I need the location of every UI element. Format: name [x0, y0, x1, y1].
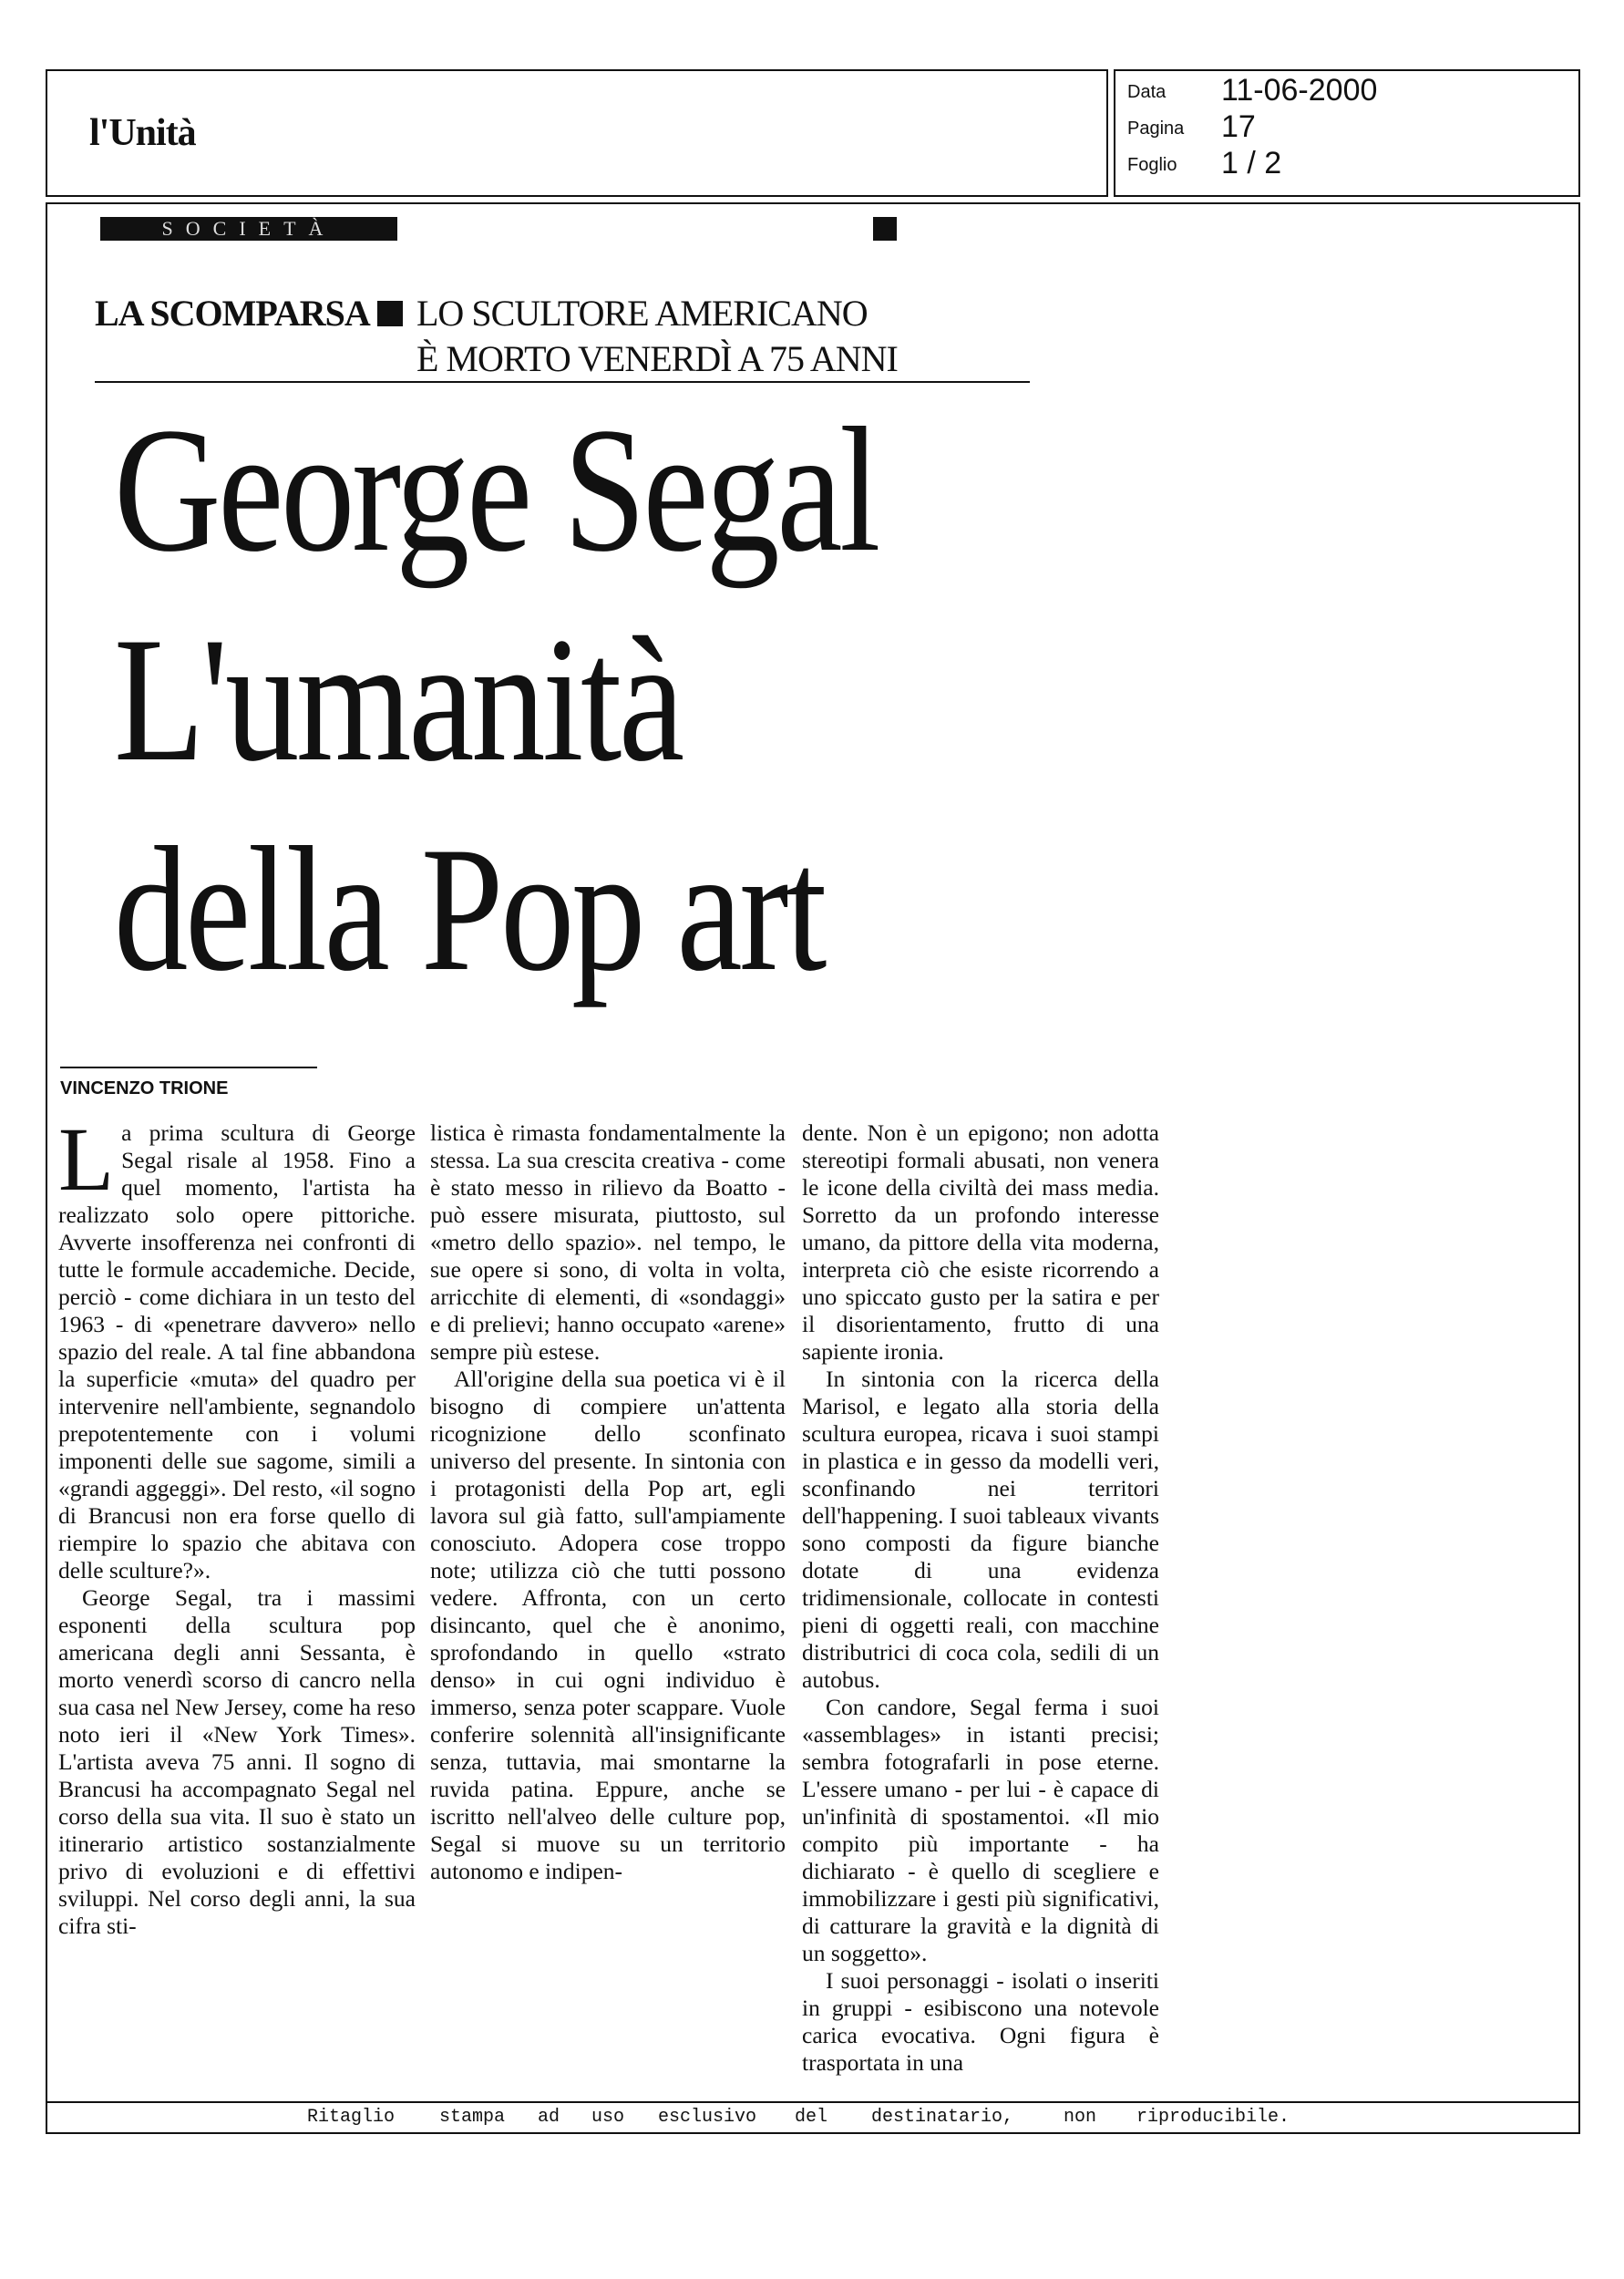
paragraph: George Segal, tra i massimi esponenti della scultura pop americana degli anni Sessanta, è morto venerdì scorso di cancro nella sua casa nel New Jersey, come ha reso noto ieri il «New York Times». L'artista aveva 75 anni. Il sogno di Brancusi ha accompagnato Segal nel corso della sua vita. Il suo è stato un itinerario artistico sostanzialmente privo di evoluzioni e di effettivi sviluppi. Nel corso degli anni, la sua cifra sti-: [58, 1584, 416, 1939]
paragraph: dente. Non è un epigono; non adotta stereotipi formali abusati, non venera le icone della civiltà dei mass media. Sorretto da un profondo interesse umano, da pittore della vita moderna, interpreta ciò che esiste ricorrendo a uno spiccato gusto per la satira e per il disorientamento, frutto di una sapiente ironia.: [802, 1119, 1159, 1365]
headline-line-2: L'umanità: [114, 601, 682, 799]
footer-word: non: [1064, 2107, 1097, 2128]
paragraph: All'origine della sua poetica vi è il bisogno di compiere un'attenta ricognizione dello sconfinato universo del presente. In sintonia con i protagonisti della Pop art, egli lavora sul già fatto, sull'ampiamente conosciuto. Adopera cose troppo note; utilizza ciò che tutti possono vedere. Affronta, con un certo disincanto, quel che è anonimo, sprofondando in quello «strato denso» in cui ogni individuo è immerso, senza poter scappare. Vuole conferire solennità all'insignificante senza, tuttavia, mai smontarne la ruvida patina. Eppure, anche se iscritto nell'alveo delle culture pop, Segal si muove su un territorio autonomo e indipen-: [430, 1366, 786, 1884]
pagina-label: Pagina: [1127, 119, 1185, 139]
foglio-value: 1 / 2: [1221, 146, 1282, 180]
pagina-value: 17: [1221, 109, 1256, 144]
data-value: 11-06-2000: [1221, 73, 1378, 108]
newspaper-logo: l'Unità: [89, 112, 196, 154]
footer-word: stampa: [439, 2107, 506, 2128]
paragraph: listica è rimasta fondamentalmente la stessa. La sua crescita creativa - come è stato messo in rilievo da Boatto - può essere misurata, piuttosto, sul «metro dello spazio». nel tempo, le sue opere si sono, di volta in volta, arricchite di elementi, di «sondaggi» e di prelievi; hanno occupato «arene» sempre più estese.: [430, 1119, 786, 1365]
foglio-label: Foglio: [1127, 155, 1177, 175]
paragraph: I suoi personaggi - isolati o inseriti in gruppi - esibiscono una notevole carica evocativa. Ogni figura è trasportata in una: [802, 1967, 1159, 2076]
subtitle-line-2: È MORTO VENERDÌ A 75 ANNI: [416, 338, 898, 379]
footer-word: del: [795, 2107, 828, 2128]
footer-word: destinatario,: [871, 2107, 1014, 2128]
byline-rule: [60, 1067, 317, 1068]
footer-word: ad: [538, 2107, 560, 2128]
footer-word: Ritaglio: [307, 2107, 396, 2128]
article-column-3: [802, 1119, 1159, 2095]
footer-word: uso: [591, 2107, 625, 2128]
subtitle-rule: [95, 381, 1030, 383]
headline-line-1: George Segal: [114, 391, 879, 589]
kicker: LA SCOMPARSA: [95, 293, 370, 334]
clipping-footer: [46, 2103, 1580, 2134]
data-label: Data: [1127, 82, 1167, 102]
footer-word: esclusivo: [658, 2107, 757, 2128]
subtitle-line-1: LO SCULTORE AMERICANO: [416, 293, 868, 334]
masthead-frame: [46, 69, 1108, 197]
section-square-icon: [873, 217, 897, 241]
section-label: SOCIETÀ: [100, 217, 397, 241]
separator-square-icon: [377, 301, 403, 326]
article-column-1: [58, 1119, 416, 2095]
headline-line-3: della Pop art: [114, 810, 825, 1008]
paragraph: Con candore, Segal ferma i suoi «assemblages» in istanti precisi; sembra fotografarli in pose eterne. L'essere umano - per lui - è capace di un'infinità di spostamentoi. «Il mio compito più importante - ha dichiarato - è quello di scegliere e immobilizzare i gesti più significativi, di catturare la gravità e la dignità di un soggetto».: [802, 1694, 1159, 1966]
byline: VINCENZO TRIONE: [60, 1078, 229, 1098]
paragraph: a prima scultura di George Segal risale al 1958. Fino a quel momento, l'artista ha realizzato solo opere pittoriche. Avverte insofferenza nei confronti di tutte le formule accademiche. Decide, perciò - come dichiara in un testo del 1963 - di «penetrare davvero» nello spazio del reale. A tal fine abbandona la superficie «muta» del quadro per intervenire nell'ambiente, segnandolo prepotentemente con i volumi imponenti delle sue sagome, simili a «grandi aggeggi». Del resto, «il sogno di Brancusi non era forse quello di riempire lo spazio che abitava con delle sculture?».: [58, 1119, 416, 1583]
dropcap: L: [58, 1119, 115, 1210]
footer-word: riproducibile.: [1136, 2107, 1290, 2128]
article-column-2: [430, 1119, 786, 2095]
paragraph: In sintonia con la ricerca della Marisol, e legato alla storia della scultura europea, ricava i suoi stampi in plastica e in gesso da modelli veri, sconfinando nei territori dell'happening. I suoi tableaux vivants sono composti da figure bianche dotate di una evidenza tridimensionale, collocate in contesti pieni di oggetti reali, con macchine distributrici di coca cola, sedili di un autobus.: [802, 1366, 1159, 1693]
